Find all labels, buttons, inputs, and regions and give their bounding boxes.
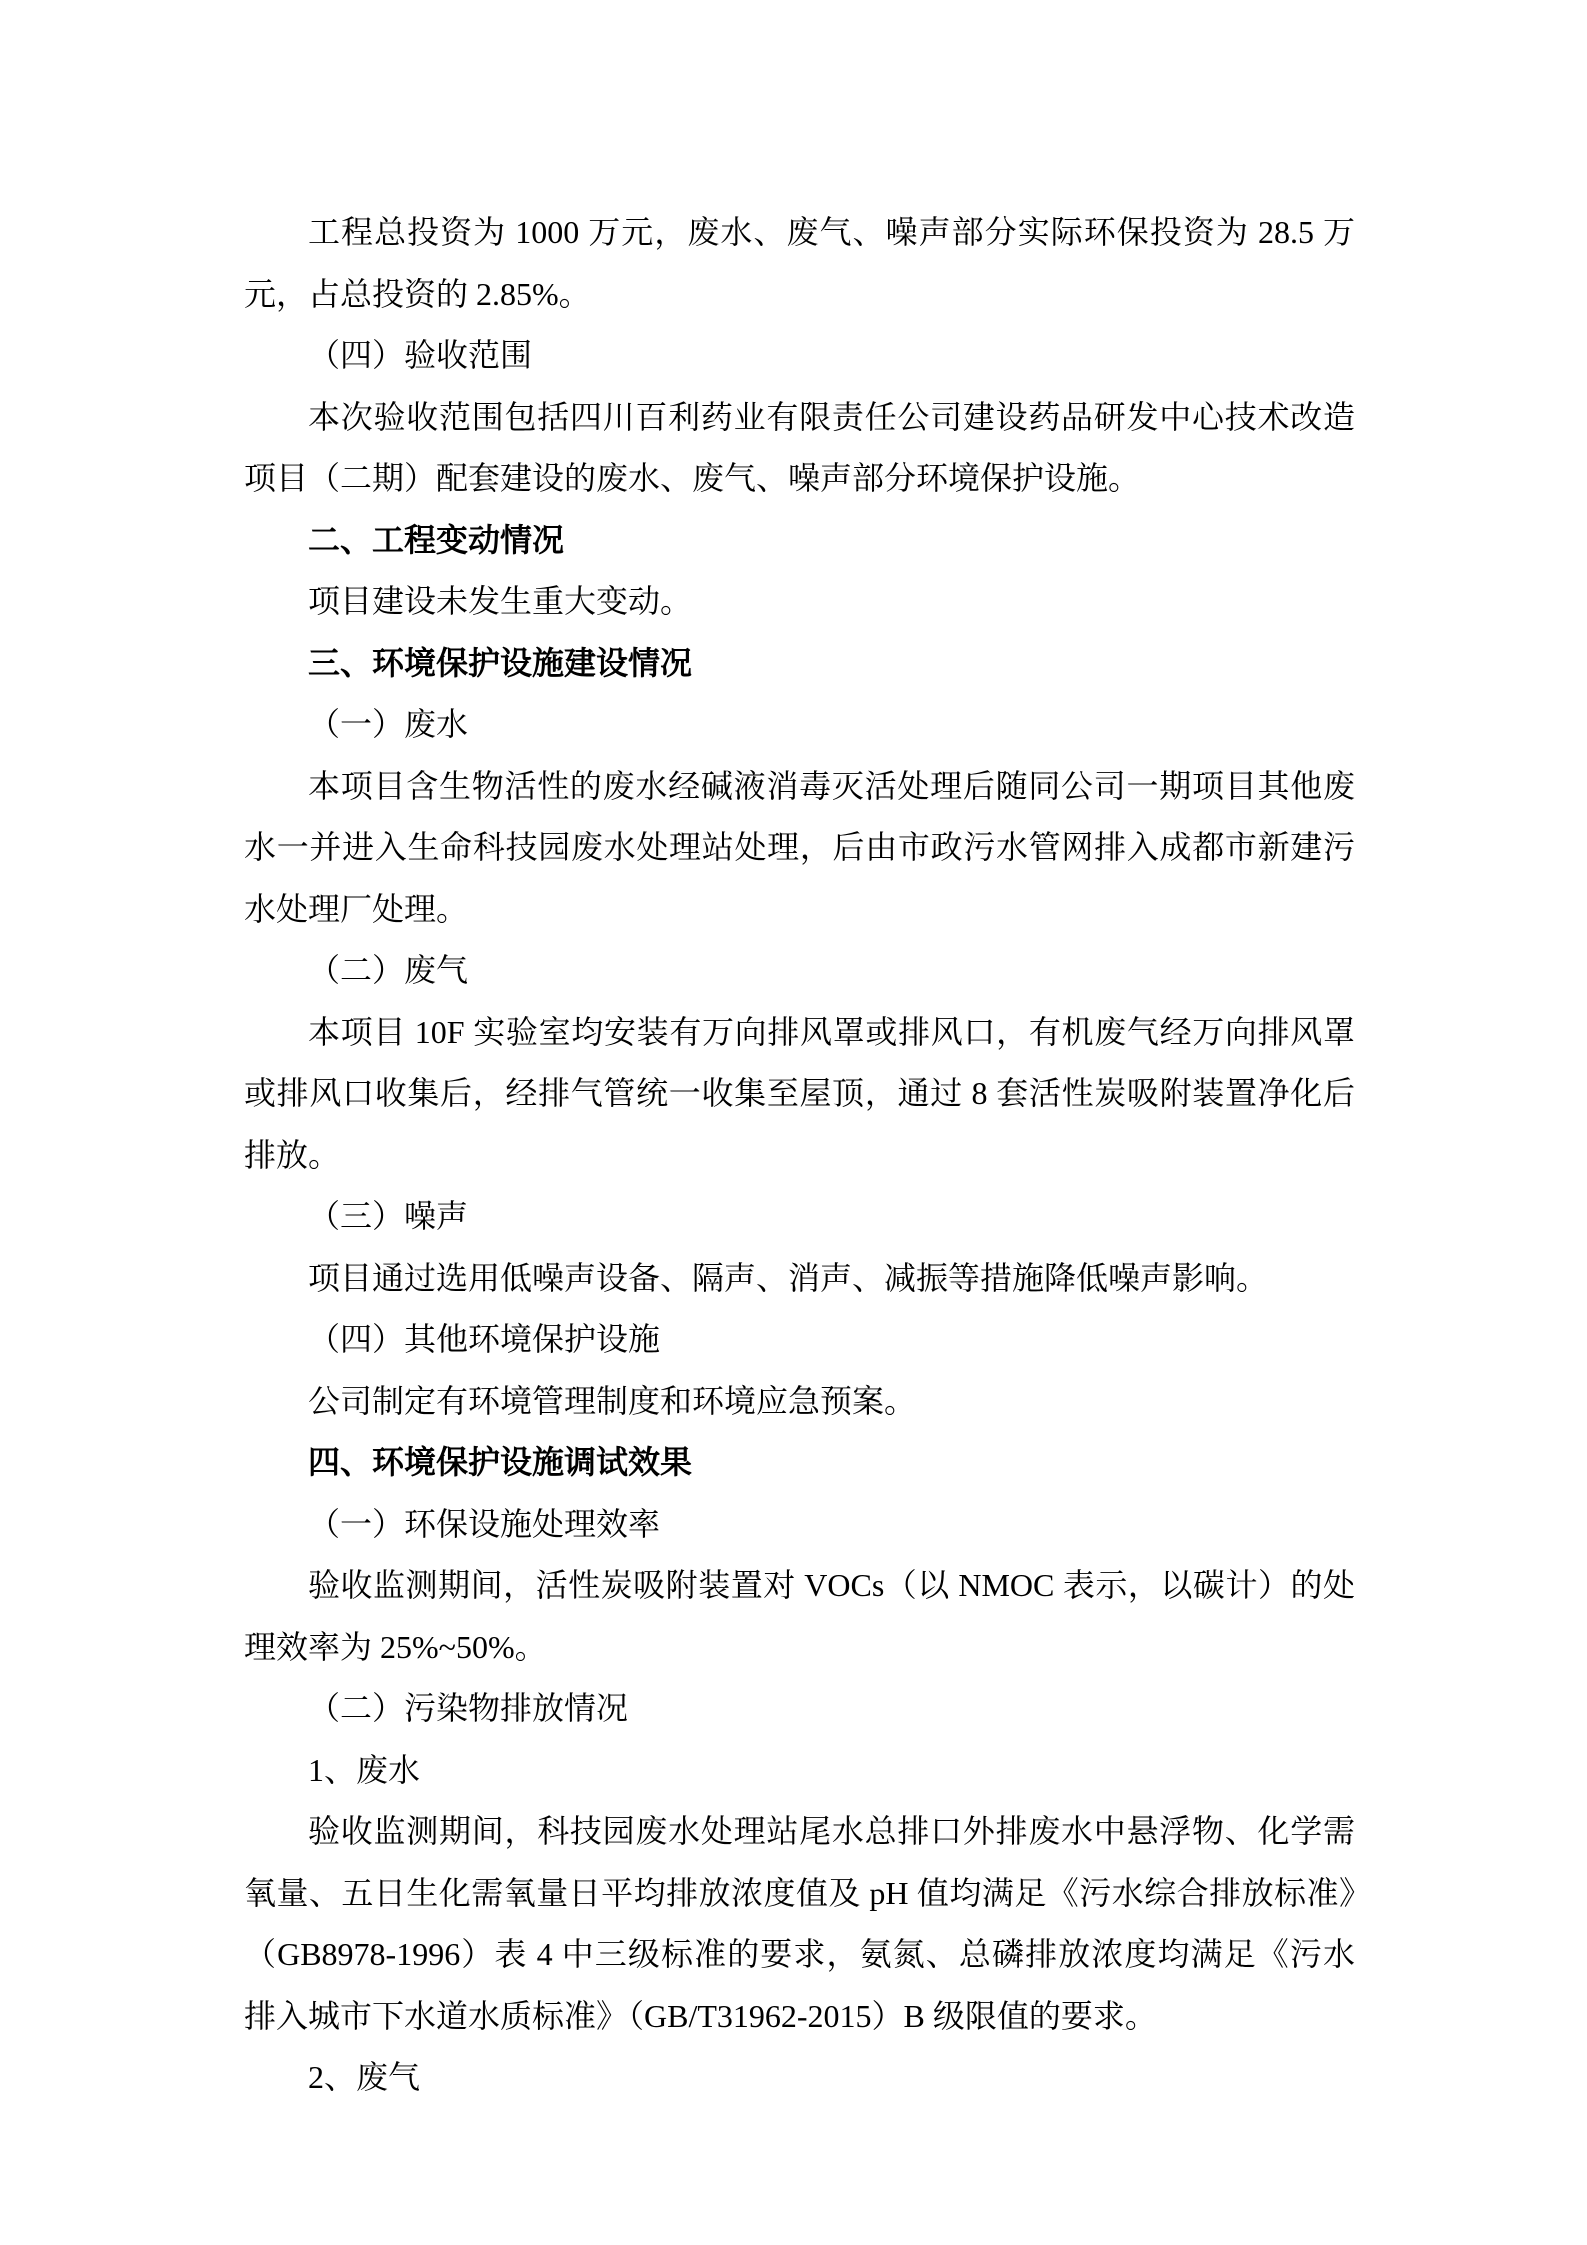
para-acceptance-scope: 本次验收范围包括四川百利药业有限责任公司建设药品研发中心技术改造项目（二期）配套建设的废水、废气、噪声部分环境保护设施。 <box>244 398 1355 496</box>
heading-commissioning-results: 四、环境保护设施调试效果 <box>308 1444 693 1480</box>
subheading-other-facilities: （四）其他环境保护设施 <box>308 1321 661 1357</box>
subheading-waste-gas-item: 2、废气 <box>308 2059 421 2095</box>
para-treatment-efficiency: 验收监测期间，活性炭吸附装置对 VOCs（以 NMOC 表示，以碳计）的处理效率为 25%~50%。 <box>244 1567 1355 1665</box>
subheading-noise: （三）噪声 <box>308 1198 469 1234</box>
subheading-wastewater: （一）废水 <box>308 706 469 742</box>
para-other-facilities: 公司制定有环境管理制度和环境应急预案。 <box>308 1382 917 1419</box>
para-waste-gas: 本项目 10F 实验室均安装有万向排风罩或排风口，有机废气经万向排风罩或排风口收集后，经排气管统一收集至屋顶，通过 8 套活性炭吸附装置净化后排放。 <box>244 1013 1355 1173</box>
subheading-waste-gas: （二）废气 <box>308 952 469 988</box>
subheading-wastewater-item: 1、废水 <box>308 1751 421 1788</box>
para-noise: 项目通过选用低噪声设备、隔声、消声、减振等措施降低噪声影响。 <box>308 1259 1269 1296</box>
document-content <box>244 202 1355 2109</box>
para-project-changes: 项目建设未发生重大变动。 <box>308 583 693 619</box>
para-wastewater: 本项目含生物活性的废水经碱液消毒灭活处理后随同公司一期项目其他废水一并进入生命科技园废水处理站处理，后由市政污水管网排入成都市新建污水处理厂处理。 <box>244 767 1355 927</box>
subheading-pollutant-discharge: （二）污染物排放情况 <box>308 1690 629 1726</box>
subheading-acceptance-scope: （四）验收范围 <box>308 337 533 373</box>
para-total-investment: 工程总投资为 1000 万元，废水、废气、噪声部分实际环保投资为 28.5 万元，占总投资的 2.85%。 <box>244 214 1355 312</box>
subheading-treatment-efficiency: （一）环保设施处理效率 <box>308 1505 661 1542</box>
heading-protection-construction: 三、环境保护设施建设情况 <box>308 644 693 681</box>
heading-project-changes: 二、工程变动情况 <box>308 521 565 558</box>
para-wastewater-monitoring: 验收监测期间，科技园废水处理站尾水总排口外排废水中悬浮物、化学需氧量、五日生化需氧量日平均排放浓度值及 pH 值均满足《污水综合排放标准》（GB8978-1996）表 4 中三级标准的要求，氨氮、总磷排放浓度均满足《污水排入城市下水道水质标准》（GB/T31962-2015）B 级限值的要求。 <box>244 1813 1355 2034</box>
